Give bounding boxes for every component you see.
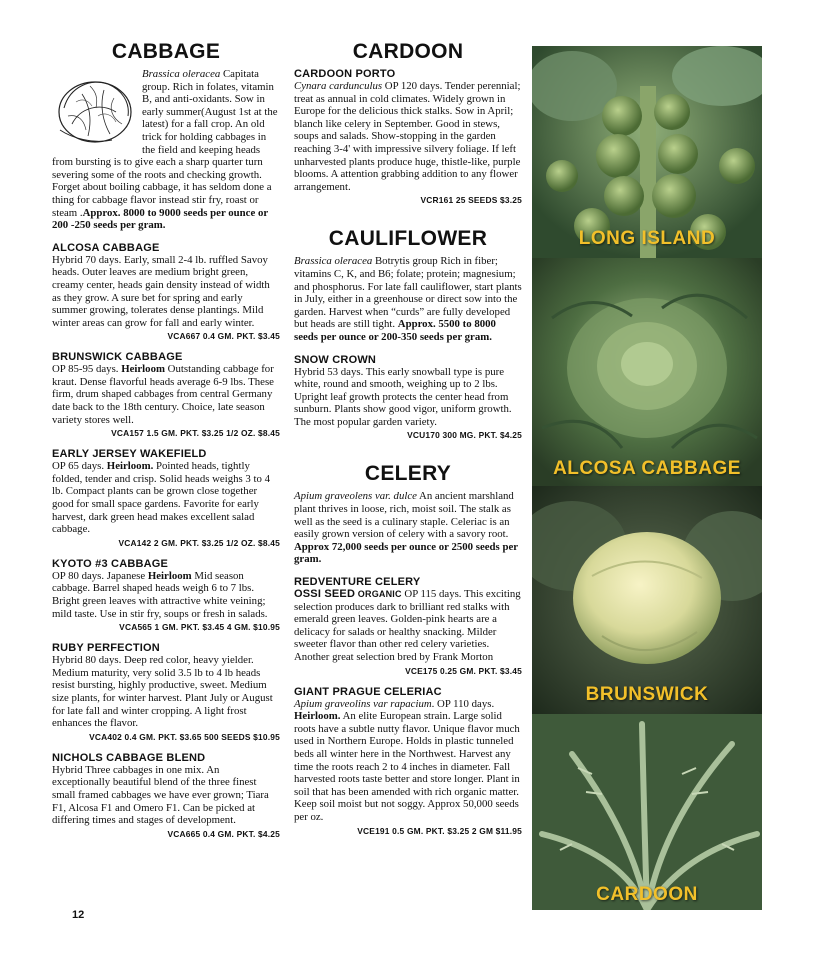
product-giant-prague-celeriac xyxy=(294,686,522,836)
product-redventure-celery xyxy=(294,576,522,676)
photo-label: LONG ISLAND xyxy=(578,228,716,249)
cauliflower-seed-count: Approx. 5500 to 8000 seeds per ounce or 200-350 seeds per gram. xyxy=(294,318,496,343)
cabbage-head-photo-icon xyxy=(532,486,762,714)
savoy-cabbage-photo-icon xyxy=(532,258,762,486)
cabbage-intro-text: Capitata group. Rich in folates, vitamin B, and anti-oxidants. Sow in early summer(August 1st at the latest) for a fall crop. An old trick for holding cabbages in the field and keeping heads from bursting is to give each a sharp quarter turn severing some of the roots and checking growth. Forget about boiling cabbage, it has seldom done a thing for cabbage flavor instead stir fry, roast or steam . xyxy=(52,68,278,219)
product-title: NICHOLS CABBAGE BLEND xyxy=(52,751,206,764)
product-brunswick-cabbage xyxy=(52,351,280,438)
product-description: Hybrid 53 days. This early snowball type is pure white, round and smooth, weighing up to 2 lbs. Upright leaf growth protects the center head from sunburn. Plants show good vigor, uniform growth. The most popular garden variety. xyxy=(294,365,512,428)
cauliflower-heading: CAULIFLOWER xyxy=(328,227,488,251)
product-title: BRUNSWICK CABBAGE xyxy=(52,351,183,364)
photo-long-island xyxy=(532,46,762,258)
product-price: VCA667 0.4 GM. PKT. $3.45 xyxy=(167,331,280,342)
product-title: RUBY PERFECTION xyxy=(52,642,160,655)
product-ruby-perfection xyxy=(52,642,280,742)
product-price: VCU170 300 MG. PKT. $4.25 xyxy=(407,430,522,441)
product-title: ALCOSA CABBAGE xyxy=(52,241,160,254)
product-price: VCA565 1 GM. PKT. $3.45 4 GM. $10.95 xyxy=(119,622,280,633)
photo-alcosa-cabbage xyxy=(532,258,762,486)
celery-intro: Apium graveolens var. dulce An ancient marshland plant thrives in loose, rich, moist soil. The stalk as well as the seed is a culinary staple. Celeriac is an easily grown version of celery with a savory root. Approx 72,000 seeds per ounce or 2500 seeds per gram. xyxy=(294,490,518,566)
photo-cardoon xyxy=(532,714,762,910)
product-title: SNOW CROWN xyxy=(294,353,377,366)
product-description: Cynara cardunculus OP 120 days. Tender perennial; treat as annual in cold climates. Widely grown in Europe for the delicious thick stalks. Sow in April; blanch like celery in September. Good in stews, soups and salads. Show-stopping in the garden reaching 3-4' with impressive silvery foliage. If left unharvested plants produce huge, thistle-like, purple blooms. A attention grabbing addition to any flower arrangement. xyxy=(294,80,521,193)
photo-label: BRUNSWICK xyxy=(585,684,709,705)
cardoon-heading: CARDOON xyxy=(352,40,464,63)
product-price: VCE175 0.25 GM. PKT. $3.45 xyxy=(405,665,522,676)
celery-latin: Apium graveolens var. dulce xyxy=(294,490,417,503)
product-nichols-cabbage-blend xyxy=(52,752,280,839)
product-price: VCA142 2 GM. PKT. $3.25 1/2 OZ. $8.45 xyxy=(118,537,280,548)
page-number: 12 xyxy=(72,909,85,921)
product-alcosa-cabbage xyxy=(52,242,280,342)
product-description: Hybrid 80 days. Deep red color, heavy yielder. Medium maturity, very solid 3.5 lb to 4 lb heads resist bursting, highly productive, sweet. Medium size plants, for winter harvest. Plant July or August for late fall and winter cropping. A light frost enhances the flavor. xyxy=(52,654,273,730)
cauliflower-latin: Brassica oleracea xyxy=(294,255,373,268)
celery-heading: CELERY xyxy=(364,462,452,486)
product-description: OP 80 days. Japanese Heirloom Mid season cabbage. Barrel shaped heads weigh 6 to 7 lbs. Bright green leaves with attractive white veining; mild taste. Use in stir fry, soups or fresh in salads. xyxy=(52,569,268,620)
product-description: Apium graveolins var rapacium. OP 110 days. Heirloom. An elite European strain. Large solid roots have a subtle nutty flavor. Unique flavor much used in Northern Europe. Holds in plastic tunneled beds all winter here in the Northwest. Harvest any time the roots reach 2 to 4 inches in diameter. Fall harvested roots taste better and store longer. Plant in soil that has been amended with rich organic matter. Keep soil moist but not soggy. Approx 50,000 seeds per oz. xyxy=(294,697,520,823)
celery-seed-count: Approx 72,000 seeds per ounce or 2500 seeds per gram. xyxy=(294,540,518,566)
product-title: KYOTO #3 CABBAGE xyxy=(52,557,169,570)
product-description: OP 85-95 days. Heirloom Outstanding cabbage for kraut. Dense flavorful heads average 6-9 lbs. These firm, drum shaped cabbages from central Germany date back to the 18th century. Choice, late season variety stores well. xyxy=(52,363,274,426)
product-title: REDVENTURE CELERY xyxy=(294,576,421,589)
cabbage-latin: Brassica oleracea xyxy=(142,68,221,80)
photo-label: ALCOSA CABBAGE xyxy=(553,458,741,479)
cabbage-drawing-icon xyxy=(52,68,138,150)
product-snow-crown xyxy=(294,354,522,441)
cabbage-heading: CABBAGE xyxy=(111,40,221,63)
cardoon-plant-photo-icon xyxy=(532,714,762,910)
cabbage-intro xyxy=(52,68,280,232)
product-description: Hybrid 70 days. Early, small 2-4 lb. ruffled Savoy heads. Outer leaves are medium bright green, creamy center, heads gain density instead of width as they grow. A sure bet for spring and early summer growing, tolerates dense plantings. Mild winter areas can grow for fall and early winter. xyxy=(52,253,270,329)
photo-label: CARDOON xyxy=(596,884,698,905)
product-cardoon-porto xyxy=(294,68,522,205)
product-early-jersey-wakefield xyxy=(52,448,280,548)
product-description: Hybrid Three cabbages in one mix. An exceptionally beautiful blend of the three finest small framed cabbages we have ever grown; Tiara F1, Alcosa F1 and Omero F1. Can be picked at differing times and stages of development. xyxy=(52,763,269,827)
product-price: VCA665 0.4 GM. PKT. $4.25 xyxy=(167,828,280,839)
product-description: OSSI SEED ORGANIC OP 115 days. This exciting selection produces dark to brilliant red stalks with emerald green leaves. Golden-pink hearts are a delicacy for salads or healthy snacking. Milder sweeter flavor than other red celery varieties. Another great selection bred by Frank Morton xyxy=(294,588,521,663)
product-price: VCR161 25 SEEDS $3.25 xyxy=(420,195,522,206)
product-description: OP 65 days. Heirloom. Pointed heads, tightly folded, tender and crisp. Solid heads weighs 3 to 4 lb. Compact plants can be grown close together good for small space gardens. Favorite for early harvest, dark green head makes excellent salad cabbage. xyxy=(52,460,270,536)
brussels-sprouts-photo-icon xyxy=(532,46,762,258)
product-price: VCA157 1.5 GM. PKT. $3.25 1/2 OZ. $8.45 xyxy=(111,428,280,439)
cauliflower-intro: Brassica oleracea Botrytis group Rich in fiber; vitamins C, K, and B6; folate; protein; magnesium; and phosphorus. For late fall cauliflower, start plants in July, either in a greenhouse or direct sow into the garden. Harvest when “curds” are fully developed but heads are still tight. Approx. 5500 to 8000 seeds per ounce or 200-350 seeds per gram. xyxy=(294,255,522,343)
cabbage-column xyxy=(52,40,280,849)
product-price: VCE191 0.5 GM. PKT. $3.25 2 GM $11.95 xyxy=(357,825,522,836)
product-kyoto-cabbage xyxy=(52,558,280,632)
photo-column xyxy=(532,46,762,910)
product-title: CARDOON PORTO xyxy=(294,68,396,80)
cabbage-seed-count: Approx. 8000 to 9000 seeds per ounce or 200 -250 seeds per gram. xyxy=(52,206,268,232)
product-title: GIANT PRAGUE CELERIAC xyxy=(294,685,442,698)
middle-column xyxy=(294,40,522,846)
product-price: VCA402 0.4 GM. PKT. $3.65 500 SEEDS $10.95 xyxy=(89,731,280,742)
product-title: EARLY JERSEY WAKEFIELD xyxy=(52,448,207,461)
photo-brunswick xyxy=(532,486,762,714)
